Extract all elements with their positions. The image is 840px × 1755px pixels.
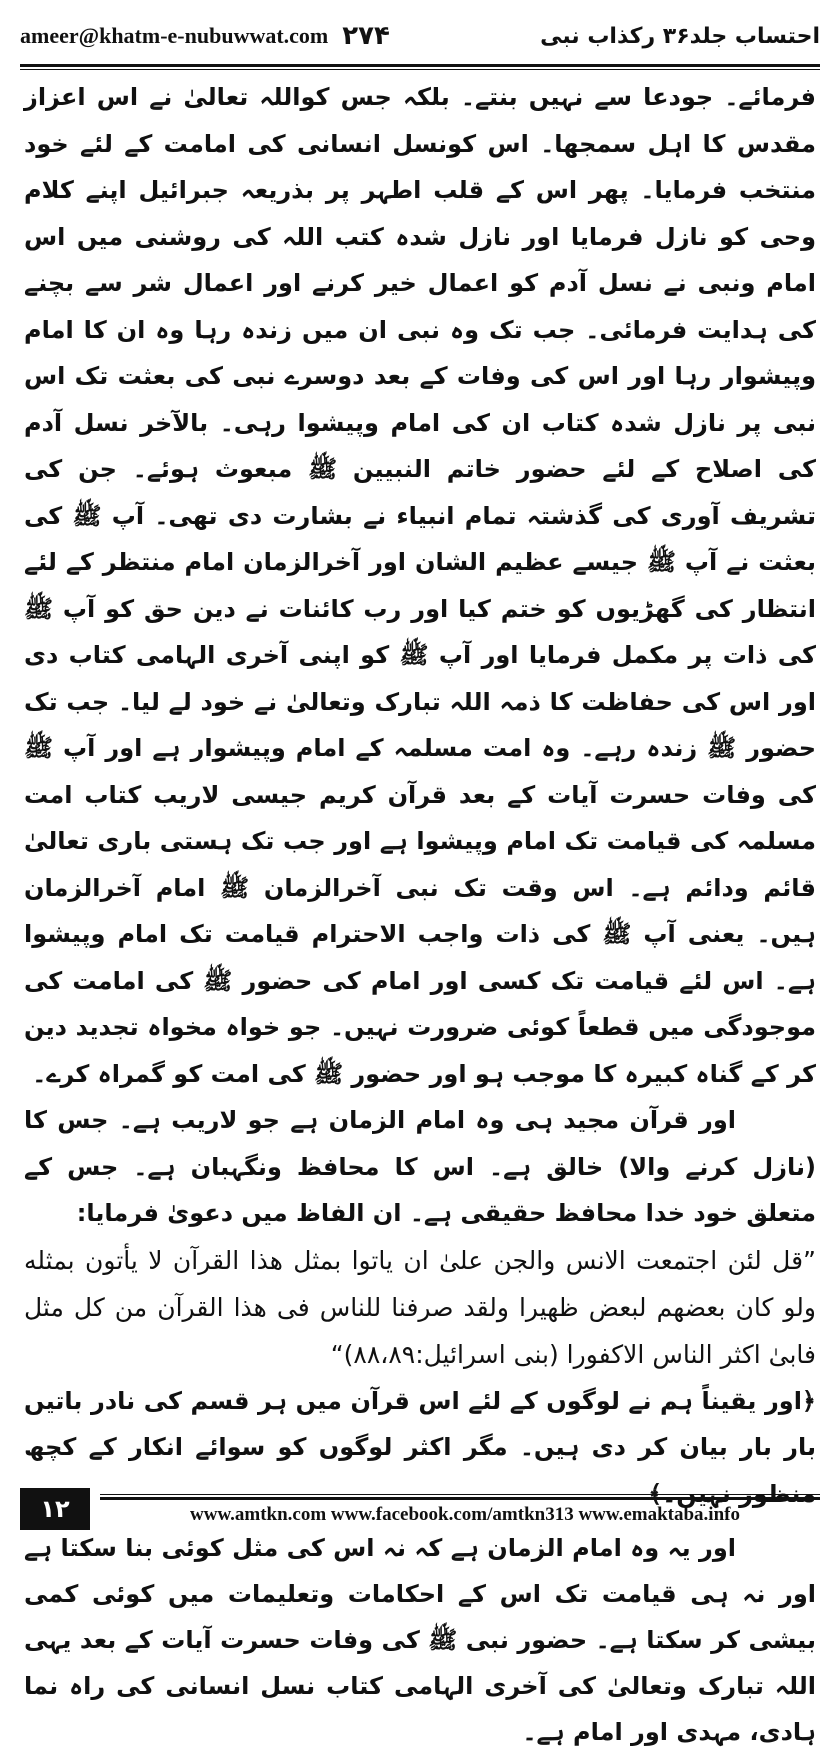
- header-book-title: احتساب جلد۳۶ رکذاب نبی: [540, 23, 820, 49]
- page-header: [20, 8, 820, 64]
- header-divider: [20, 64, 820, 70]
- body-paragraph-1: فرمائے۔ جودعا سے نہیں بنتے۔ بلکہ جس کواللہ تعالیٰ نے اس اعزاز مقدس کا اہل سمجھا۔ اس کونسل انسانی کی امامت کے لئے خود منتخب فرمایا۔ پھر اس کے قلب اطہر پر بذریعہ جبرائیل اپنے کلام وحی کو نازل فرمایا اور نازل شدہ کتب اللہ کی روشنی میں اس امام ونبی نے نسل آدم کو اعمال خیر کرنے اور اعمال شر سے بچنے کی ہدایت فرمائی۔ جب تک وہ نبی ان میں زندہ رہا وہ ان کا امام وپیشوار رہا اور اس کی وفات کے بعد دوسرے نبی کی بعثت تک اس نبی پر نازل شدہ کتاب ان کی امام وپیشوا رہی۔ بالآخر نسل آدم کی اصلاح کے لئے حضور خاتم النبیین ﷺ مبعوث ہوئے۔ جن کی تشریف آوری کی گذشتہ تمام انبیاء نے بشارت دی تھی۔ آپ ﷺ کی بعثت نے آپ ﷺ جیسے عظیم الشان اور آخرالزمان امام منتظر کے لئے انتظار کی گھڑیوں کو ختم کیا اور رب کائنات نے دین حق کو آپ ﷺ کی ذات پر مکمل فرمایا اور آپ ﷺ کو اپنی آخری الہامی کتاب دی اور اس کی حفاظت کا ذمہ اللہ تبارک وتعالیٰ نے خود لے لیا۔ جب تک حضور ﷺ زندہ رہے۔ وہ امت مسلمہ کے امام وپیشوار ہے اور آپ ﷺ کی وفات حسرت آیات کے بعد قرآن کریم جیسی لاریب کتاب امت مسلمہ کی قیامت تک امام وپیشوا ہے اور جب تک ہستی باری تعالیٰ قائم ودائم ہے۔ اس وقت تک نبی آخرالزمان ﷺ امام آخرالزمان ہیں۔ یعنی آپ ﷺ کی ذات واجب الاحترام قیامت تک امام وپیشوا ہے۔ اس لئے قیامت تک کسی اور امام کی حضور ﷺ کی امامت کی موجودگی میں قطعاً کوئی ضرورت نہیں۔ جو خواہ مخواہ تجدید دین کر کے گناہ کبیرہ کا موجب ہو اور حضور ﷺ کی امت کو گمراہ کرے۔: [24, 83, 817, 1088]
- footer-urls: www.amtkn.com www.facebook.com/amtkn313 www.emaktaba.info: [190, 1504, 740, 1525]
- quote-translation: ﴿اور یقیناً ہم نے لوگوں کے لئے اس قرآن میں ہر قسم کی نادر باتیں بار بار بیان کر دی ہیں۔ مگر اکثر لوگوں کو سوائے انکار کے کچھ منظور نہیں۔﴾: [24, 1386, 816, 1508]
- closing-paragraph: اور یہ وہ امام الزمان ہے کہ نہ اس کی مثل کوئی بنا سکتا ہے اور نہ ہی قیامت تک اس کے احکامات وتعلیمات میں کوئی کمی بیشی کر سکتا ہے۔ حضور نبی ﷺ کی وفات حسرت آیات کے بعد یہی اللہ تبارک وتعالیٰ کی آخری الہامی کتاب نسل انسانی کی راہ نما ہادی، مہدی اور امام ہے۔: [24, 1534, 816, 1746]
- footer-page-number: ۱۲: [20, 1488, 90, 1530]
- quranic-quote: ”قل لئن اجتمعت الانس والجن علیٰ ان یاتوا بمثل هذا القرآن لا یأتون بمثله ولو کان بعضهم لبعض ظهیرا ولقد صرفنا للناس فی هذا القرآن من کل مثل فابیٰ اکثر الناس الاکفورا (بنی اسرائیل:۸۸،۸۹)“: [24, 1245, 816, 1369]
- header-left: [20, 21, 390, 51]
- header-email: ameer@khatm-e-nubuwwat.com: [20, 23, 329, 48]
- body-paragraph-2: اور قرآن مجید ہی وہ امام الزمان ہے جو لاریب ہے۔ جس کا (نازل کرنے والا) خالق ہے۔ اس کا محافظ ونگہبان ہے۔ جس کے متعلق خود خدا محافظ حقیقی ہے۔ ان الفاظ میں دعویٰ فرمایا:: [24, 1106, 816, 1227]
- footer-divider: [100, 1494, 820, 1500]
- header-page-number: ۲۷۴: [342, 21, 390, 51]
